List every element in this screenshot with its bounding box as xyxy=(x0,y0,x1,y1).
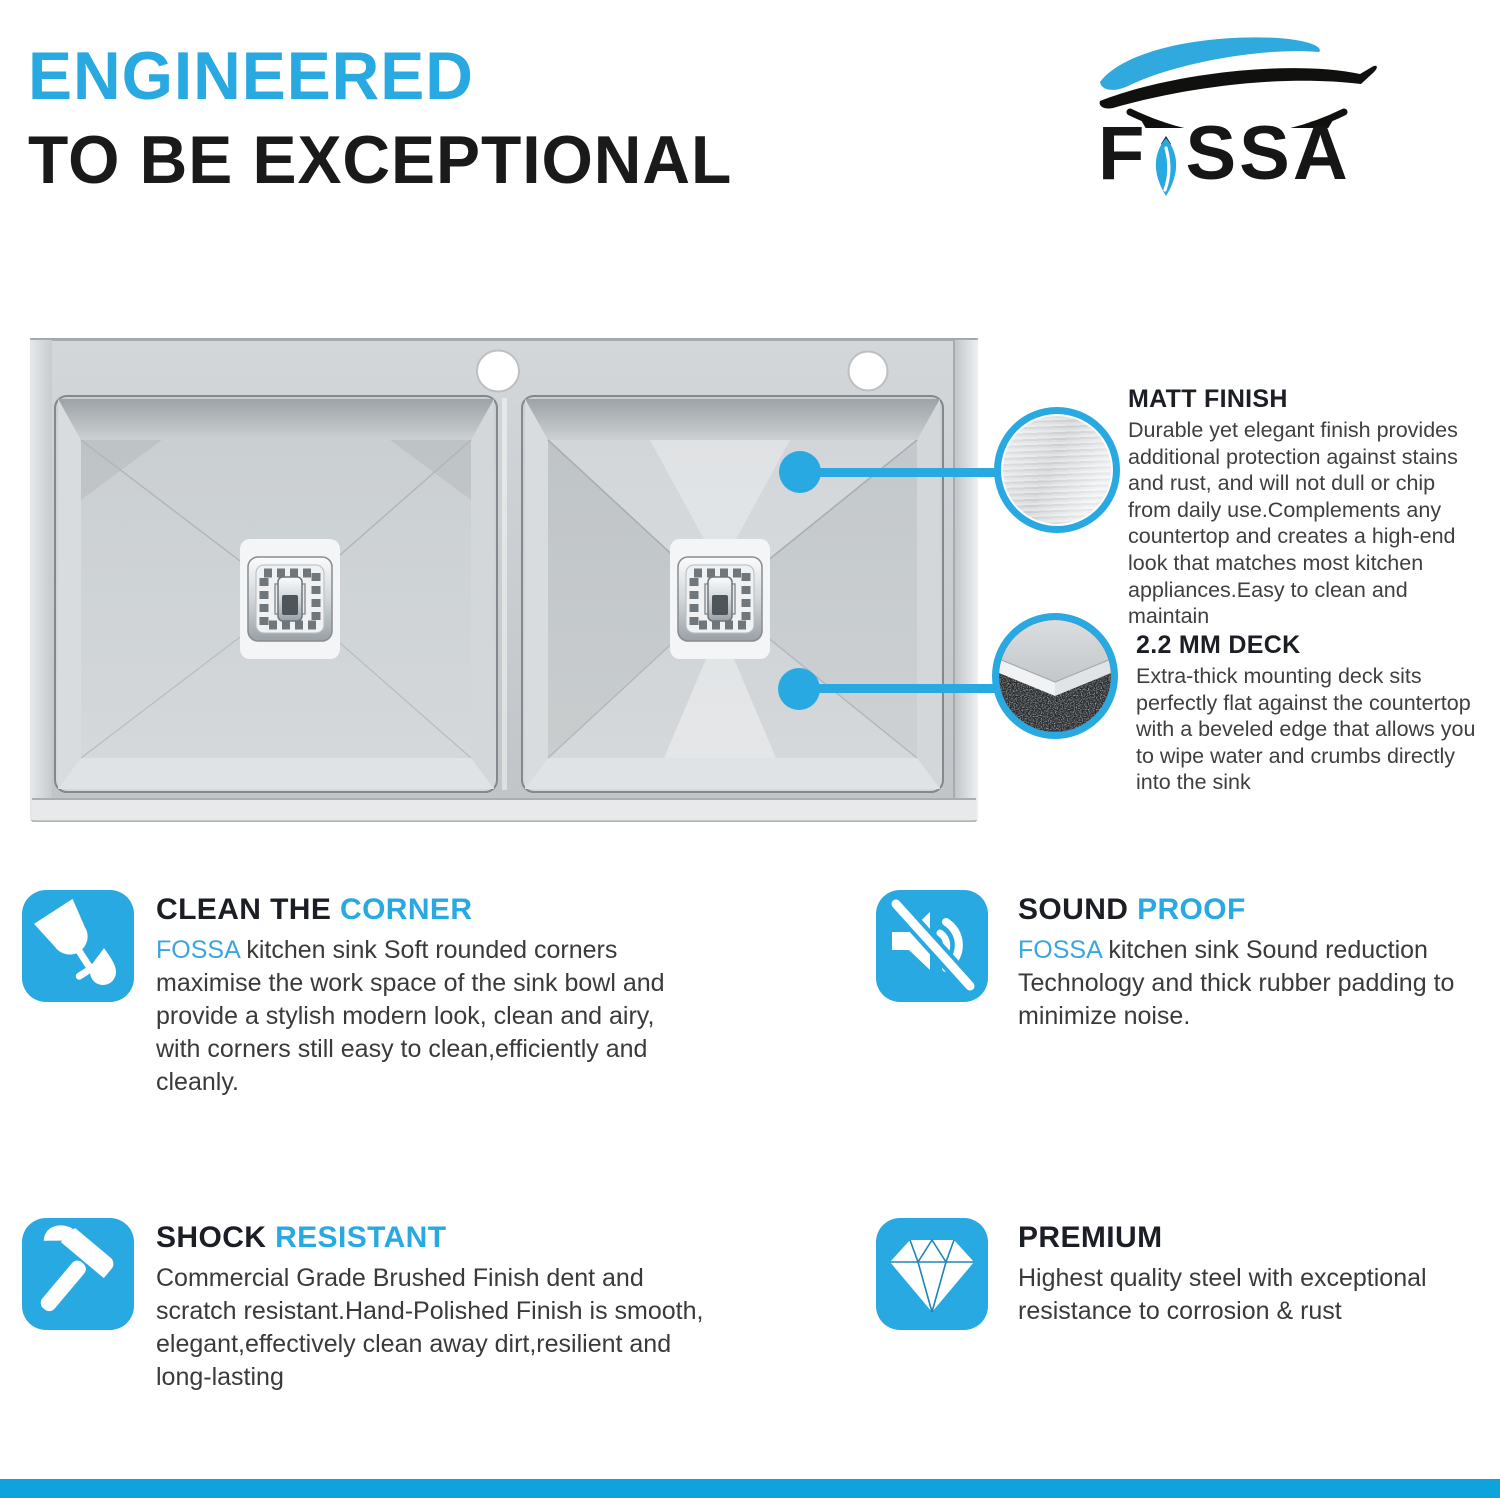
matt-finish-body: Durable yet elegant finish provides additional protection against stains and rust, and will not dull or chip from daily use.Complements any countertop and creates a high-end look that matches most kitchen appliances.Easy to clean and maintain xyxy=(1128,418,1458,629)
pointer-dot-matt xyxy=(779,451,821,493)
fossa-leaf-icon xyxy=(1149,132,1183,198)
feature-title-blue: RESISTANT xyxy=(275,1221,447,1254)
pointer-dot-deck xyxy=(778,668,820,710)
sink-photo xyxy=(30,338,978,822)
feature-clean-corner xyxy=(156,893,680,1099)
feature-title-blue: CORNER xyxy=(340,893,473,926)
deck-thumbnail xyxy=(992,613,1118,739)
muted-speaker-icon xyxy=(876,890,988,1002)
drain-right xyxy=(670,539,770,659)
feature-icon-sound-proof xyxy=(876,890,988,1002)
deck-body: Extra-thick mounting deck sits perfectly flat against the countertop with a beveled edge that allows you to wipe water and crumbs directly into the sink xyxy=(1136,664,1476,795)
faucet-hole-left xyxy=(477,351,519,392)
callout-line-matt xyxy=(802,468,1000,477)
feature-icon-premium xyxy=(876,1218,988,1330)
fossa-logo-wordmark xyxy=(1098,111,1351,196)
feature-shock-resistant xyxy=(156,1221,708,1394)
diamond-icon xyxy=(876,1218,988,1330)
hammer-icon xyxy=(22,1218,134,1330)
feature-title-dark: SHOCK xyxy=(156,1221,276,1254)
feature-body: kitchen sink Soft rounded corners maximise the work space of the sink bowl and provide a stylish modern look, clean and airy, with corners still easy to clean,efficiently and cleanly. xyxy=(156,936,665,1096)
fossa-logo-f: F xyxy=(1098,111,1148,196)
feature-icon-clean-corner xyxy=(22,890,134,1002)
feature-sound-proof xyxy=(1018,893,1500,1033)
deck-title: 2.2 MM DECK xyxy=(1136,631,1301,659)
fossa-logo xyxy=(1082,28,1392,196)
feature-icon-shock-resistant xyxy=(22,1218,134,1330)
fossa-logo-ssa: SSA xyxy=(1185,111,1351,196)
sink-bowl-left xyxy=(55,396,497,792)
matt-finish-thumbnail xyxy=(994,407,1120,533)
wine-glass-icon xyxy=(22,890,134,1002)
page-title-line1: ENGINEERED xyxy=(28,38,474,114)
feature-body: kitchen sink Sound reduction Technology and thick rubber padding to minimize noise. xyxy=(1018,936,1455,1030)
feature-title-dark: SOUND xyxy=(1018,893,1138,926)
feature-body: Highest quality steel with exceptional resistance to corrosion & rust xyxy=(1018,1264,1427,1325)
fossa-brand-mention: FOSSA xyxy=(1018,936,1109,964)
feature-title-blue: PROOF xyxy=(1137,893,1246,926)
faucet-hole-right xyxy=(849,352,888,391)
feature-body: Commercial Grade Brushed Finish dent and scratch resistant.Hand-Polished Finish is smooth, elegant,effectively clean away dirt,resilient and long-lasting xyxy=(156,1264,704,1391)
feature-title-dark: PREMIUM xyxy=(1018,1221,1163,1254)
matt-finish-title: MATT FINISH xyxy=(1128,385,1288,413)
bottom-accent-bar xyxy=(0,1479,1500,1498)
page-title-line2: TO BE EXCEPTIONAL xyxy=(28,122,733,198)
callout-line-deck xyxy=(802,684,998,693)
drain-left xyxy=(240,539,340,659)
feature-title-dark: CLEAN THE xyxy=(156,893,340,926)
sink-bowl-right xyxy=(522,396,943,792)
fossa-brand-mention: FOSSA xyxy=(156,936,247,964)
feature-premium xyxy=(1018,1221,1496,1328)
